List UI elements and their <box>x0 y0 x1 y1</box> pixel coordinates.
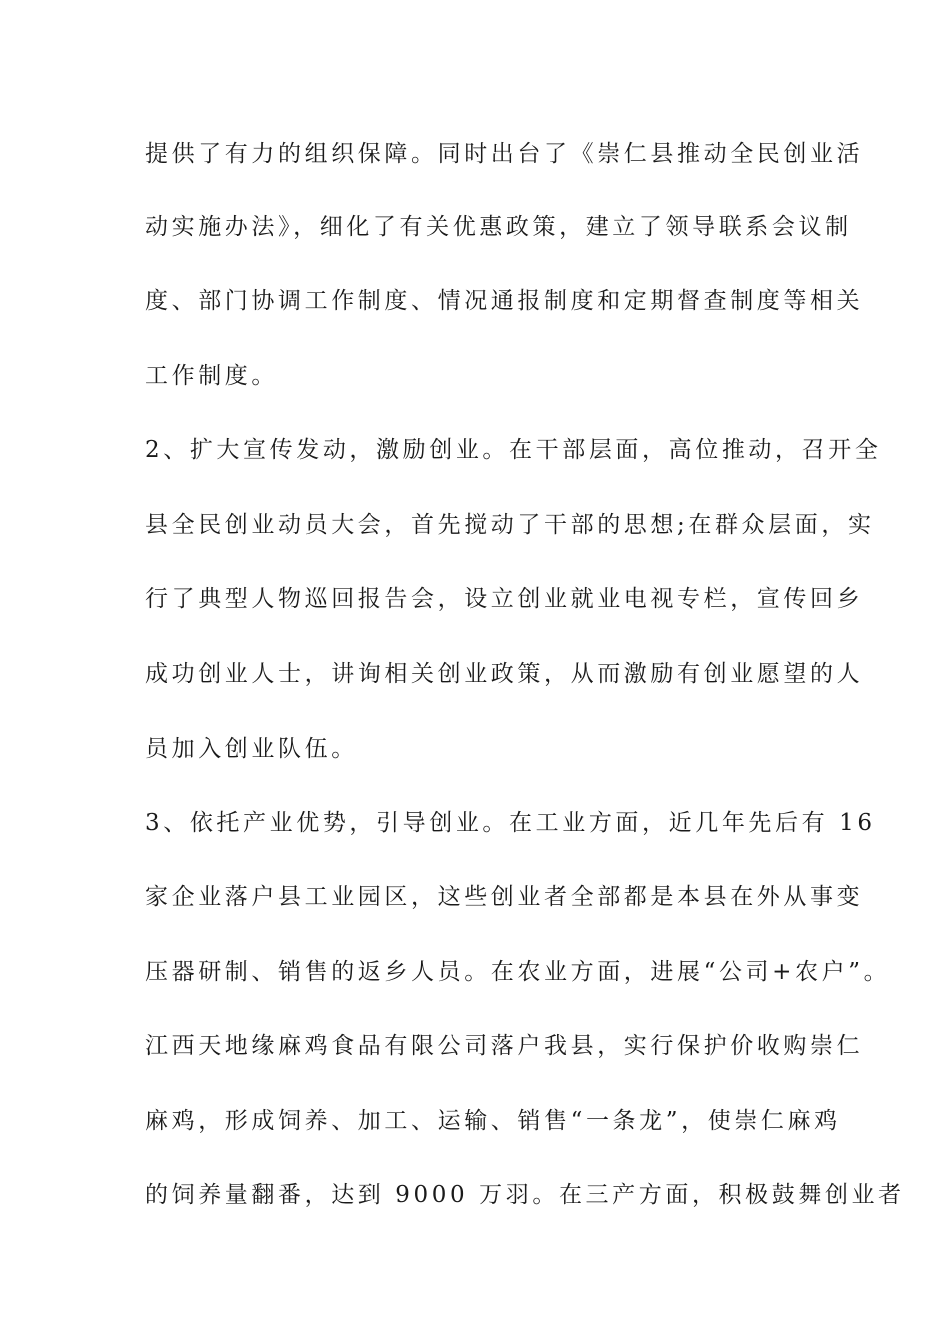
text-line: 成功创业人士，讲询相关创业政策，从而激励有创业愿望的人 <box>145 661 864 687</box>
text-line: 提供了有力的组织保障。同时出台了《崇仁县推动全民创业活 <box>145 141 864 167</box>
text-line: 家企业落户县工业园区，这些创业者全部都是本县在外从事变 <box>145 884 864 910</box>
text-line: 3、依托产业优势，引导创业。在工业方面，近几年先后有 16 <box>145 810 876 836</box>
text-line: 县全民创业动员大会，首先搅动了干部的思想;在群众层面，实 <box>145 512 875 538</box>
text-line: 行了典型人物巡回报告会，设立创业就业电视专栏，宣传回乡 <box>145 586 864 612</box>
text-line: 的饲养量翻番，达到 9000 万羽。在三产方面，积极鼓舞创业者 <box>145 1182 905 1208</box>
text-line: 员加入创业队伍。 <box>145 736 358 762</box>
text-line: 度、部门协调工作制度、情况通报制度和定期督查制度等相关 <box>145 288 864 314</box>
text-line: 麻鸡，形成饲养、加工、运输、销售“一条龙”，使崇仁麻鸡 <box>145 1108 841 1134</box>
text-line: 工作制度。 <box>145 363 278 389</box>
text-line: 动实施办法》，细化了有关优惠政策，建立了领导联系会议制 <box>145 214 852 240</box>
text-line: 2、扩大宣传发动，激励创业。在干部层面，高位推动，召开全 <box>145 437 882 463</box>
text-line: 压器研制、销售的返乡人员。在农业方面，进展“公司+农户”。 <box>145 959 891 985</box>
text-line: 江西天地缘麻鸡食品有限公司落户我县，实行保护价收购崇仁 <box>145 1033 864 1059</box>
